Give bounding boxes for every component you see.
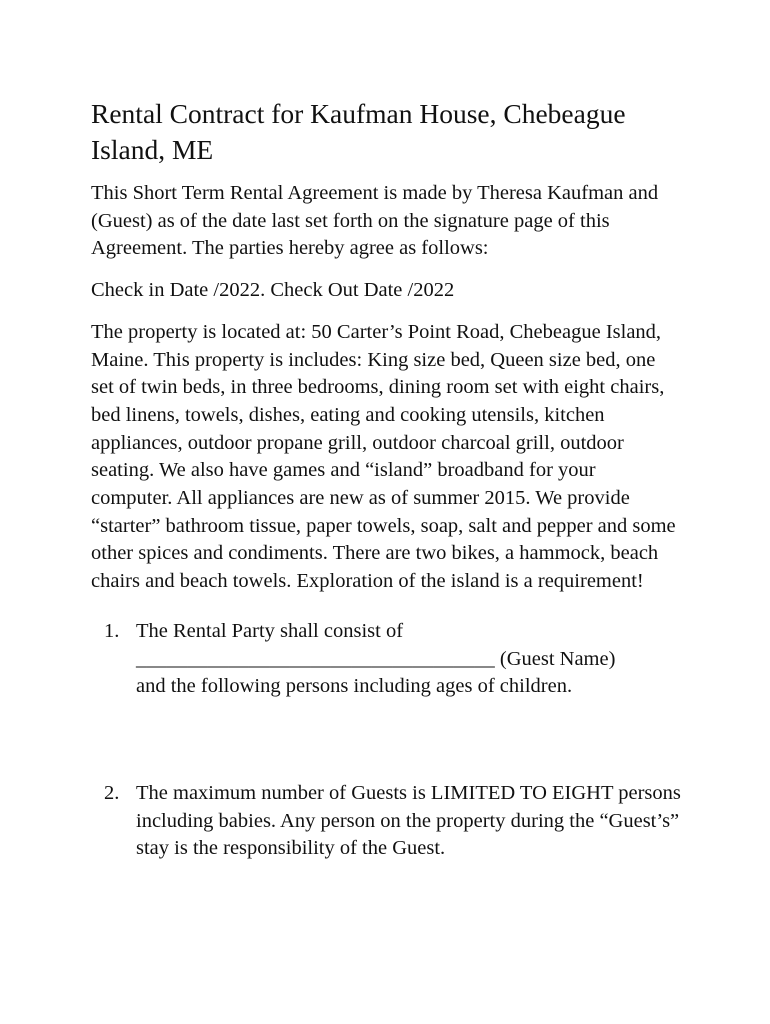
rental-party-line: The Rental Party shall consist of [136, 619, 404, 642]
terms-list [91, 618, 681, 863]
list-item [91, 618, 681, 701]
intro-paragraph: This Short Term Rental Agreement is made by Theresa Kaufman and (Guest) as of the date last set forth on the signature page of this Agreement. The parties hereby agree as follows: [91, 182, 659, 260]
document-title: Rental Contract for Kaufman House, Chebeague Island, ME [91, 98, 626, 165]
dates-line: Check in Date /2022. Check Out Date /2022 [91, 279, 455, 302]
max-guests-text: The maximum number of Guests is LIMITED TO EIGHT persons including babies. Any person on the property during the “Guest’s” stay is the responsibility of the Guest. [136, 781, 681, 860]
list-item [91, 780, 681, 863]
list-number: 1. [104, 619, 120, 642]
property-description: The property is located at: 50 Carter’s Point Road, Chebeague Island, Maine. This property is includes: King size bed, Queen size bed, one set of twin beds, in three bedrooms, dining room set with eight chairs, bed linens, towels, dishes, eating and cooking utensils, kitchen appliances, outdoor propane grill, outdoor charcoal grill, outdoor seating. We also have games and “island” broadband for your computer. All appliances are new as of summer 2015. We provide “starter” bathroom tissue, paper towels, soap, salt and pepper and some other spices and condiments. There are two bikes, a hammock, beach chairs and beach towels. Exploration of the island is a requirement! [91, 320, 676, 593]
list-number: 2. [104, 781, 120, 804]
persons-line: and the following persons including ages of children. [136, 675, 573, 698]
guest-name-blank: ___________________________________ (Guest Name) [136, 647, 616, 670]
document-page [91, 96, 681, 863]
